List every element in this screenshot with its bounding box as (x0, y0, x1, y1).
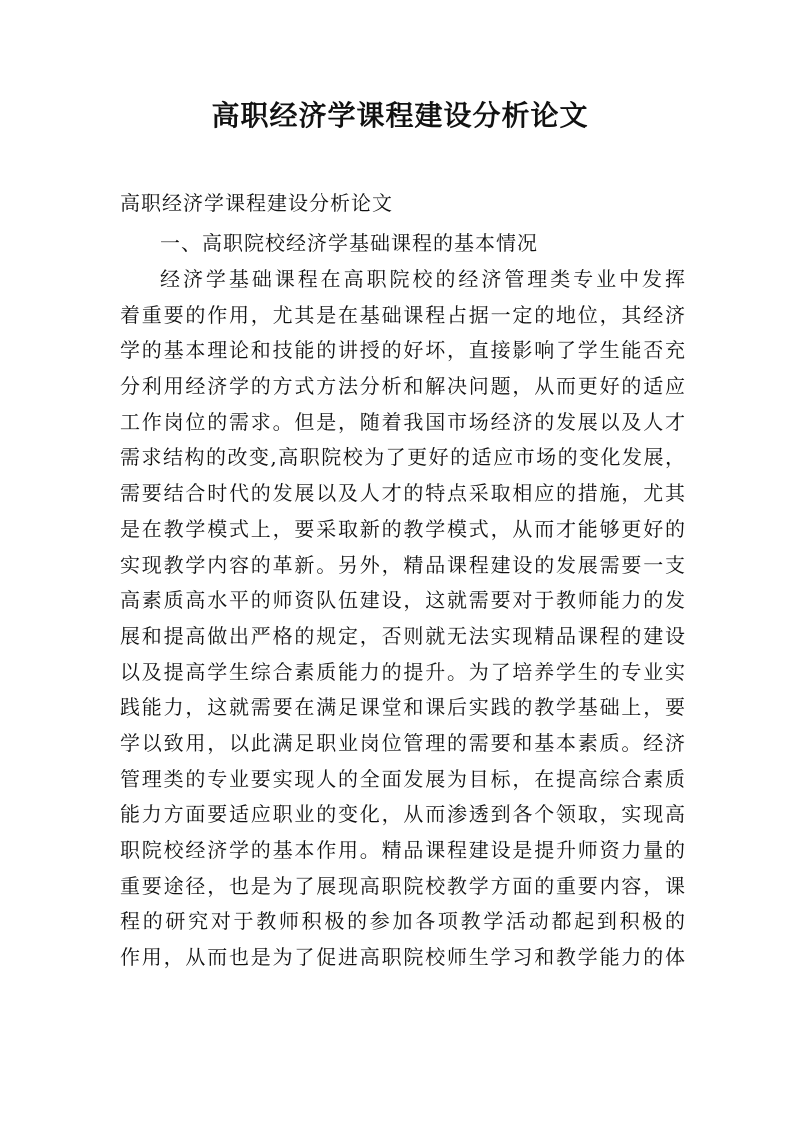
paragraph-line: 经济学基础课程在高职院校的经济管理类专业中发挥 (160, 267, 685, 291)
paragraph-line: 践能力，这就需要在满足课堂和课后实践的教学基础上，要 (120, 695, 685, 720)
paragraph-line: 高素质高水平的师资队伍建设，这就需要对于教师能力的发 (120, 588, 685, 613)
paragraph-line: 以及提高学生综合素质能力的提升。为了培养学生的专业实 (120, 659, 685, 684)
document-title: 高职经济学课程建设分析论文 (211, 99, 589, 132)
document-subtitle: 高职经济学课程建设分析论文 (120, 191, 393, 215)
paragraph-line: 分利用经济学的方式方法分析和解决问题，从而更好的适应 (120, 374, 685, 399)
paragraph-line: 重要途径，也是为了展现高职院校教学方面的重要内容，课 (120, 873, 685, 898)
paragraph-line: 展和提高做出严格的规定，否则就无法实现精品课程的建设 (120, 623, 685, 648)
paragraph-line: 学以致用，以此满足职业岗位管理的需要和基本素质。经济 (120, 730, 685, 755)
paragraph-line: 工作岗位的需求。但是，随着我国市场经济的发展以及人才 (120, 409, 685, 434)
paragraph-line: 作用，从而也是为了促进高职院校师生学习和教学能力的体 (120, 945, 685, 970)
paragraph-line: 学的基本理论和技能的讲授的好坏，直接影响了学生能否充 (120, 338, 685, 363)
body-paragraph (120, 262, 685, 976)
paragraph-line: 是在教学模式上，要采取新的教学模式，从而才能够更好的 (120, 516, 685, 541)
paragraph-line: 管理类的专业要实现人的全面发展为目标，在提高综合素质 (120, 766, 685, 791)
paragraph-line: 能力方面要适应职业的变化，从而渗透到各个领取，实现高 (120, 802, 685, 827)
paragraph-line: 程的研究对于教师积极的参加各项教学活动都起到积极的 (120, 909, 685, 934)
paragraph-line: 职院校经济学的基本作用。精品课程建设是提升师资力量的 (120, 838, 685, 862)
paragraph-line: 着重要的作用，尤其是在基础课程占据一定的地位，其经济 (120, 302, 685, 327)
paragraph-line: 需求结构的改变,高职院校为了更好的适应市场的变化发展， (120, 445, 685, 470)
section-heading: 一、高职院校经济学基础课程的基本情况 (160, 231, 538, 255)
paragraph-line: 实现教学内容的革新。另外，精品课程建设的发展需要一支 (120, 552, 685, 577)
paragraph-line: 需要结合时代的发展以及人才的特点采取相应的措施，尤其 (120, 481, 685, 506)
